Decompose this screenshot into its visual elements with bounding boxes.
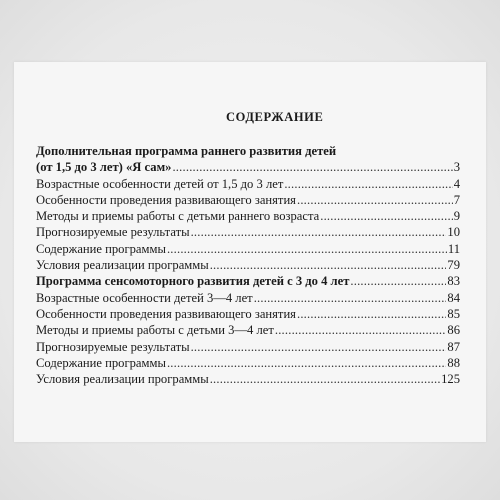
toc-item-label: Особенности проведения развивающего занятия [36,192,296,207]
toc-item-label: Прогнозируемые результаты [36,339,190,354]
toc-entries [36,143,460,387]
toc-item-label: Прогнозируемые результаты [36,225,190,240]
dot-leader [191,224,447,240]
section-1-heading-text-1: Дополнительная программа раннего развития детей [36,144,337,158]
dot-leader [167,355,446,371]
toc-item-label: Методы и приемы работы с детьми 3—4 лет [36,323,274,338]
toc-item-page: 11 [447,241,460,256]
toc-item-label: Содержание программы [36,355,166,370]
dot-leader [191,339,447,355]
toc-item-page: 10 [447,225,460,240]
section-2-heading-page: 83 [447,274,460,289]
toc-item [36,176,460,192]
toc-item [36,306,460,322]
dot-leader [297,306,446,322]
section-1-heading-line-2 [36,159,460,175]
section-1-heading-line-1 [36,143,460,159]
toc-item-page: 9 [453,209,460,224]
toc-item [36,355,460,371]
toc-item-page: 87 [447,339,460,354]
toc-item [36,322,460,338]
toc-item-label: Возрастные особенности детей 3—4 лет [36,290,253,305]
toc-item-label: Условия реализации программы [36,258,209,273]
dot-leader [320,208,452,224]
dot-leader [210,257,447,273]
toc-item [36,224,460,240]
toc-item-page: 86 [447,323,460,338]
section-2-heading [36,273,460,289]
toc-item-label: Возрастные особенности детей от 1,5 до 3 лет [36,176,284,191]
dot-leader [350,273,446,289]
dot-leader [254,290,447,306]
toc-title: СОДЕРЖАНИЕ [226,110,324,124]
dot-leader [284,176,452,192]
dot-leader [210,371,440,387]
section-1-heading-text-2: (от 1,5 до 3 лет) «Я сам» [36,160,172,175]
section-1-heading-page: 3 [453,160,460,175]
dot-leader [167,241,447,257]
toc-item-page: 125 [441,372,460,387]
toc-item-page: 4 [453,176,460,191]
dot-leader [275,322,447,338]
toc-item [36,290,460,306]
toc-item [36,339,460,355]
toc-item-label: Методы и приемы работы с детьми раннего возраста [36,209,320,224]
toc-item-page: 88 [447,355,460,370]
toc-item-page: 79 [447,258,460,273]
section-2-heading-text: Программа сенсомоторного развития детей с 3 до 4 лет [36,274,350,289]
toc-item [36,371,460,387]
toc-item-page: 7 [453,192,460,207]
toc-item [36,192,460,208]
toc-item-page: 84 [447,290,460,305]
toc-item-label: Содержание программы [36,241,166,256]
toc-item-page: 85 [447,306,460,321]
dot-leader [297,192,453,208]
toc-item [36,208,460,224]
toc-item [36,257,460,273]
toc-item-label: Условия реализации программы [36,372,209,387]
dot-leader [172,159,452,175]
toc-item-label: Особенности проведения развивающего занятия [36,306,296,321]
toc-item [36,241,460,257]
